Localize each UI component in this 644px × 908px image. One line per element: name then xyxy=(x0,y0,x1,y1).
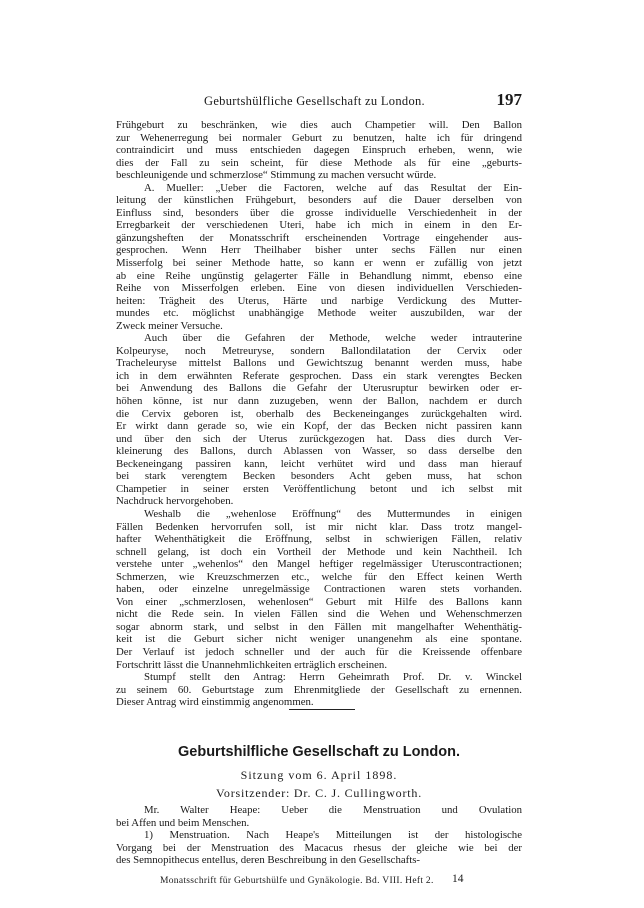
running-header xyxy=(116,92,522,110)
text-line: verstehe unter „wehenlos“ den Mangel heftiger regelmässiger Uteruscontractionen; xyxy=(116,558,522,571)
text-line: bei Anwendung des Ballons die Gefahr der Uterusruptur bewirken oder er- xyxy=(116,382,522,395)
section-divider xyxy=(289,709,355,710)
text-line: haben, oder einzelne unregelmässige Contractionen waren stets vorhanden. xyxy=(116,583,522,596)
text-line: Misserfolg bei seiner Methode hatte, so kann er wenn er zufällig von jetzt xyxy=(116,257,522,270)
text-line: 1) Menstruation. Nach Heape's Mitteilungen ist der histologische xyxy=(144,829,522,842)
text-line: gesprochen. Wenn Herr Theilhaber bisher unter sechs Fällen nur einen xyxy=(116,244,522,257)
text-line: Frühgeburt zu beschränken, wie dies auch Champetier will. Den Ballon xyxy=(116,119,522,131)
text-line: Er wirkt dann gerade so, wie ein Kopf, der das Becken nicht passiren kann xyxy=(116,420,522,433)
text-line: gänzungsheften der Monatsschrift erscheinenden Vortrage eingehender aus- xyxy=(116,231,522,244)
text-line: höhen könne, ist nur dann zuzugeben, wenn der Ballon, nachdem er durch xyxy=(116,395,522,408)
text-line: Beckeneingang passiren kann, leicht verhütet wird und dass man hierauf xyxy=(116,457,522,470)
body-text-lower xyxy=(116,804,522,867)
text-line: Zweck meiner Versuche. xyxy=(116,319,223,332)
text-line: Erregbarkeit der verschiedenen Uteri, habe ich mich in einem in den Er- xyxy=(116,219,522,232)
text-line: Von einer „schmerzlosen, wehenlosen“ Geburt mit Hilfe des Ballons kann xyxy=(116,595,522,608)
text-line: A. Mueller: „Ueber die Factoren, welche auf das Resultat der Ein- xyxy=(144,181,522,194)
text-line: die Cervix geboren ist, oberhalb des Beckeneinganges zurückgehalten wird. xyxy=(116,407,522,420)
text-line: nicht die Rede sein. In vielen Fällen sind die Wehen und Wehenschmerzen xyxy=(116,608,522,621)
paragraph xyxy=(116,508,522,671)
text-line: Fällen Bedenken hervorrufen soll, ist mir nicht klar. Dass trotz mangel- xyxy=(116,520,522,533)
text-line: des Semnopithecus entellus, deren Beschreibung in den Gesellschafts- xyxy=(116,854,421,867)
text-line: Nachdruck hervorgehoben. xyxy=(116,495,234,508)
text-line: hafter Wehenthätigkeit die Eröffnung, selbst in schwierigen Fällen, relativ xyxy=(116,533,522,546)
text-line: Tracheleuryse mittelst Ballons und Gewichtszug benannt werden muss, habe xyxy=(116,357,522,370)
text-line: Fortschritt lässt die Unannehmlichkeiten erträglich erscheinen. xyxy=(116,658,388,671)
text-line: ich in dem erwähnten Referate gesprochen. Dass ein stark verengtes Becken xyxy=(116,369,522,382)
text-line: zu seinem 60. Geburtstage zum Ehrenmitgliede der Gesellschaft zu ernennen. xyxy=(116,683,522,696)
text-line: Stumpf stellt den Antrag: Herrn Geheimrath Prof. Dr. v. Winckel xyxy=(144,671,522,684)
text-line: schnell gelang, ist doch ein Vortheil der Methode und kein Nachtheil. Ich xyxy=(116,545,522,558)
text-line: heiten: Trägheit des Uterus, Härte und narbige Verdickung des Mutter- xyxy=(116,294,522,307)
session-date: Sitzung vom 6. April 1898. xyxy=(240,768,398,782)
chair-line: Vorsitzender: Dr. C. J. Cullingworth. xyxy=(215,786,423,800)
text-line: mundes etc. möglichst unabhängige Methode weiter auszubilden, war der xyxy=(116,307,522,320)
paragraph xyxy=(116,829,522,867)
signature-mark: 14 xyxy=(452,873,464,885)
text-line: beschleunigende und schmerzlose“ Stimmung zu machen versucht würde. xyxy=(116,169,437,182)
page-number: 197 xyxy=(496,90,522,109)
text-line: Vorgang bei der Menstruation des Macacus rhesus der gleiche wie bei der xyxy=(116,841,522,854)
text-line: sogar abnorm stark, und selbst in den Fällen mit mangelhafter Wehenthätig- xyxy=(116,620,522,633)
text-line: Champetier in seiner ersten Veröffentlichung betont und ich selbst mit xyxy=(116,482,522,495)
section-title: Geburtshilfliche Gesellschaft zu London. xyxy=(178,744,460,760)
text-line: Reihe von Misserfolgen erleben. Eine von diesen individuellen Verschieden- xyxy=(116,282,522,295)
journal-footer: Monatsschrift für Geburtshülfe und Gynäkologie. Bd. VIII. Heft 2. xyxy=(160,876,434,886)
text-line: bei Affen und beim Menschen. xyxy=(116,816,250,829)
running-title: Geburtshülfliche Gesellschaft zu London. xyxy=(204,94,425,108)
paragraph xyxy=(116,332,522,508)
text-line: Kolpeuryse, noch Metreuryse, sondern Ballondilatation der Cervix oder xyxy=(116,344,522,357)
text-line: Der Verlauf ist jedoch schneller und der auch für die Kreissende offenbare xyxy=(116,645,522,658)
paragraph xyxy=(116,804,522,829)
paragraph xyxy=(116,182,522,333)
text-line: dies der Fall zu sein scheint, für diese Methode als für eine „geburts- xyxy=(116,156,522,169)
text-line: zur Wehenerregung bei normaler Geburt zu benutzen, halte ich für dringend xyxy=(116,131,522,144)
text-line: Auch über die Gefahren der Methode, welche weder intrauterine xyxy=(144,332,522,345)
text-line: Weshalb die „wehenlose Eröffnung“ des Muttermundes in einigen xyxy=(144,507,522,520)
body-text-upper xyxy=(116,119,522,709)
text-line: Mr. Walter Heape: Ueber die Menstruation und Ovulation xyxy=(144,804,522,816)
text-line: Einfluss sind, besonders über die grosse individuelle Verschiedenheit in der xyxy=(116,206,522,219)
text-line: bei stark verengtem Becken besonders Acht geben muss, hat schon xyxy=(116,470,522,483)
text-line: Schmerzen, wie Kreuzschmerzen etc., welche für den Effect keinen Werth xyxy=(116,570,522,583)
paragraph xyxy=(116,119,522,182)
text-line: contraindicirt und muss entschieden dagegen Einspruch erheben, wenn, wie xyxy=(116,144,522,157)
text-line: Dieser Antrag wird einstimmig angenommen. xyxy=(116,696,314,709)
text-line: ab eine Reihe ungünstig gelagerter Fälle in Behandlung nimmt, ebenso eine xyxy=(116,269,522,282)
text-line: kleinerung des Ballons, durch Ablassen von Wasser, so dass derselbe den xyxy=(116,445,522,458)
text-line: keit ist die Geburt sicher nicht weniger unangenehm als eine spontane. xyxy=(116,633,522,646)
text-line: und über den sich der Uterus zurückgezogen hat. Dass dies durch Ver- xyxy=(116,432,522,445)
text-line: leitung der künstlichen Frühgeburt, besonders auf die Dauer derselben von xyxy=(116,194,522,207)
paragraph xyxy=(116,671,522,709)
